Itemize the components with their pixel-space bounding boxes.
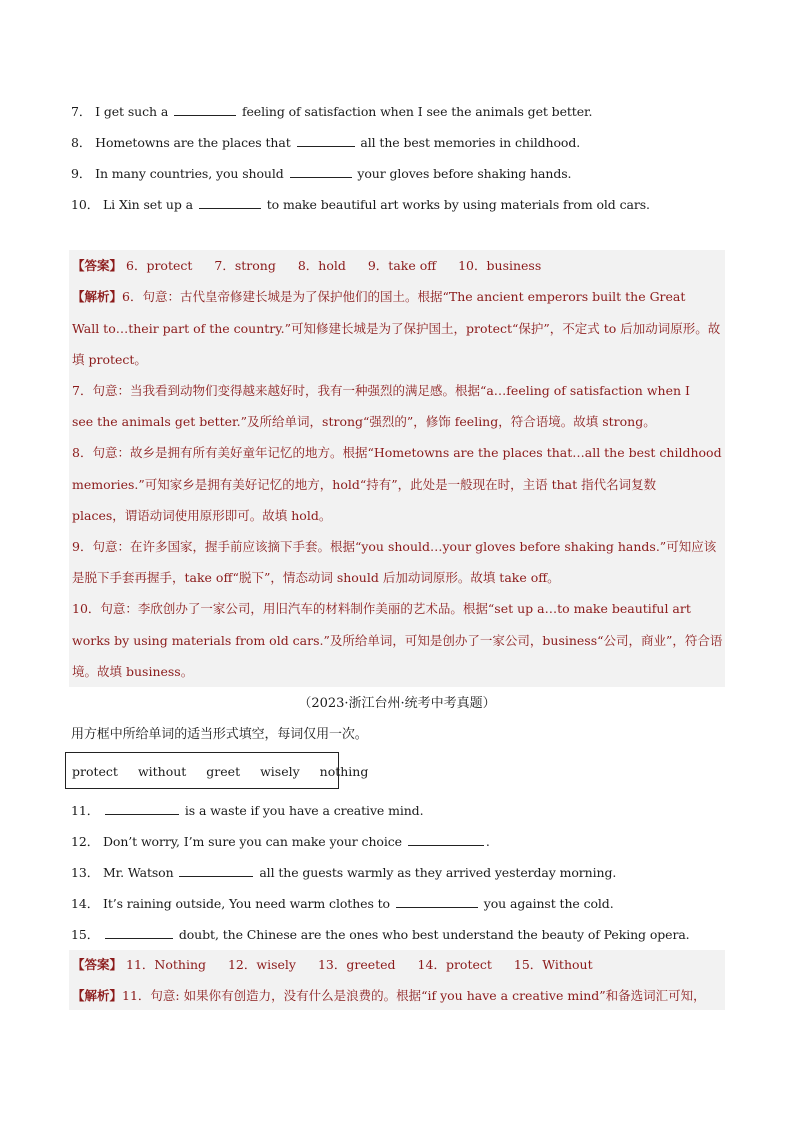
question-15 <box>71 926 690 943</box>
question-10 <box>71 196 650 213</box>
question-number: 7． <box>71 104 92 119</box>
question-number: 15． <box>71 927 100 942</box>
answer-item: 11．Nothing <box>126 957 206 972</box>
question-7 <box>71 103 592 120</box>
analysis-tag: 【解析】 <box>72 988 123 1003</box>
question-text: In many countries, you should <box>95 166 284 181</box>
answer-blank[interactable] <box>179 864 253 877</box>
question-11 <box>71 802 423 819</box>
question-number: 8． <box>71 135 92 150</box>
question-number: 9． <box>71 166 92 181</box>
word-option: wisely <box>260 764 300 779</box>
answer-item: 15．Without <box>513 957 593 972</box>
question-number: 11． <box>71 803 100 818</box>
question-text: you against the cold. <box>483 896 614 911</box>
answer-blank[interactable] <box>396 895 478 908</box>
question-text: is a waste if you have a creative mind. <box>184 803 424 818</box>
word-box <box>65 752 369 789</box>
analysis-line: 是脱下手套再握手，take off“脱下”，情态动词 should 后加动词原形。故填 take off。 <box>72 570 560 585</box>
question-text: It’s raining outside, You need warm clothes to <box>102 896 390 911</box>
question-text: to make beautiful art works by using materials from old cars. <box>266 197 650 212</box>
source-citation: （2023·浙江台州·统考中考真题） <box>298 696 496 711</box>
analysis-line: memories.”可知家乡是拥有美好记忆的地方，hold“持有”，此处是一般现在时，主语 that 指代名词复数 <box>72 477 657 492</box>
analysis-line: Wall to…their part of the country.”可知修建长城是为了保护国土，protect“保护”，不定式 to 后加动词原形。故 <box>72 321 721 336</box>
word-option: greet <box>206 764 241 779</box>
word-option: nothing <box>319 764 369 779</box>
answer-item: 10．business <box>458 258 542 273</box>
answer-blank[interactable] <box>174 103 236 116</box>
analysis-line: 【解析】11．句意: 如果你有创造力，没有什么是浪费的。根据“if you have a creative mind”和备选词汇可知， <box>72 988 706 1003</box>
answer-blank[interactable] <box>105 802 179 815</box>
question-number: 10． <box>71 197 100 212</box>
answer-tag: 【答案】 <box>72 258 123 273</box>
question-text: Li Xin set up a <box>102 197 193 212</box>
analysis-tag: 【解析】 <box>72 289 123 304</box>
analysis-line: 7．句意：当我看到动物们变得越来越好时，我有一种强烈的满足感。根据“a…feeling of satisfaction when I <box>72 383 690 398</box>
question-text: . <box>485 834 490 849</box>
answer-item: 14．protect <box>417 957 492 972</box>
instruction-text: 用方框中所给单词的适当形式填空，每词仅用一次。 <box>71 727 368 742</box>
analysis-line: 填 protect。 <box>72 352 147 367</box>
question-text: Don’t worry, I’m sure you can make your choice <box>102 834 402 849</box>
analysis-line: places，谓语动词使用原形即可。故填 hold。 <box>72 508 332 523</box>
answer-blank[interactable] <box>297 134 355 147</box>
answer-item: 9．take off <box>367 258 437 273</box>
question-text: all the best memories in childhood. <box>360 135 581 150</box>
answer-blank[interactable] <box>290 165 352 178</box>
answer-item: 7．strong <box>214 258 276 273</box>
question-text: Mr. Watson <box>102 865 174 880</box>
question-text: your gloves before shaking hands. <box>357 166 572 181</box>
question-9 <box>71 165 571 182</box>
analysis-line: 境。故填 business。 <box>72 664 194 679</box>
analysis-line: 8．句意：故乡是拥有所有美好童年记忆的地方。根据“Hometowns are the places that…all the best childhood <box>72 445 722 460</box>
analysis-line: 10．句意：李欣创办了一家公司，用旧汽车的材料制作美丽的艺术品。根据“set up a…to make beautiful art <box>72 601 691 616</box>
answer-item: 13．greeted <box>317 957 396 972</box>
question-13 <box>71 864 616 881</box>
answer-tag: 【答案】 <box>72 957 123 972</box>
question-8 <box>71 134 580 151</box>
answer-item: 8．hold <box>297 258 346 273</box>
answer-analysis-block <box>69 250 725 687</box>
question-12 <box>71 833 490 850</box>
answer-blank[interactable] <box>105 926 173 939</box>
question-14 <box>71 895 614 912</box>
question-text: all the guests warmly as they arrived yesterday morning. <box>259 865 617 880</box>
answer-item: 12．wisely <box>227 957 296 972</box>
analysis-line: 9．句意：在许多国家，握手前应该摘下手套。根据“you should…your gloves before shaking hands.”可知应该 <box>72 539 717 554</box>
analysis-line: works by using materials from old cars.”及所给单词，可知是创办了一家公司，business“公司，商业”，符合语 <box>72 633 723 648</box>
word-option: without <box>137 764 187 779</box>
question-number: 13． <box>71 865 100 880</box>
analysis-line: see the animals get better.”及所给单词，strong“强烈的”，修饰 feeling，符合语境。故填 strong。 <box>72 414 656 429</box>
answer-blank[interactable] <box>199 196 261 209</box>
question-number: 14． <box>71 896 100 911</box>
answer-blank[interactable] <box>408 833 484 846</box>
question-text: Hometowns are the places that <box>95 135 291 150</box>
question-number: 12． <box>71 834 100 849</box>
answer-row <box>72 957 593 973</box>
answer-item: 6．protect <box>126 258 193 273</box>
word-option: protect <box>72 764 118 779</box>
answer-row <box>72 258 541 274</box>
question-text: doubt, the Chinese are the ones who best understand the beauty of Peking opera. <box>178 927 690 942</box>
analysis-line: 【解析】6．句意：古代皇帝修建长城是为了保护他们的国土。根据“The ancient emperors built the Great <box>72 289 686 304</box>
question-text: I get such a <box>95 104 169 119</box>
question-text: feeling of satisfaction when I see the animals get better. <box>241 104 593 119</box>
